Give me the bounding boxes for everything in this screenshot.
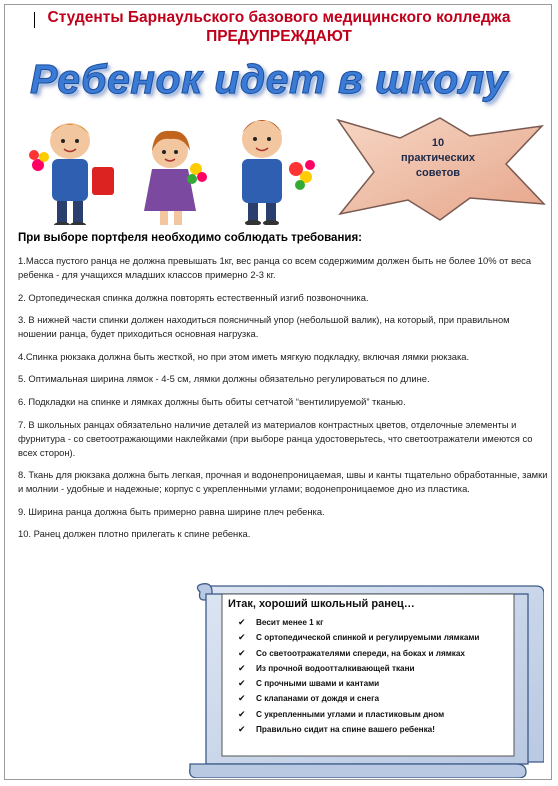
requirement-item: 8. Ткань для рюкзака должна быть легкая, прочная и водонепроницаемая, швы и канты тщательно обработанные, замки и молнии - удобные и надежные; корпус с укрепленными углами; водонепроницаемое дно из пластика. <box>18 469 548 495</box>
requirement-item: 3. В нижней части спинки должен находиться поясничный упор (небольшой валик), на который, при правильном ношении ранца, будет приходиться основная нагрузка. <box>18 314 510 340</box>
summary-item <box>238 676 528 691</box>
summary-item-text: Правильно сидит на спине вашего ребенка! <box>256 725 435 735</box>
check-icon: ✔ <box>238 678 246 689</box>
requirements-section <box>18 232 548 550</box>
summary-item <box>238 615 528 630</box>
check-icon: ✔ <box>238 632 246 643</box>
summary-item-text: Из прочной водоотталкивающей ткани <box>256 663 415 673</box>
check-icon: ✔ <box>238 662 246 673</box>
summary-item-text: Со светоотражателями спереди, на боках и лямках <box>256 648 465 658</box>
requirement-item: 4.Спинка рюкзака должна быть жесткой, но при этом иметь мягкую подкладку, включая лямки рюкзака. <box>18 350 470 362</box>
summary-item-text: С ортопедической спинкой и регулируемыми лямками <box>256 633 480 643</box>
requirements-title: При выборе портфеля необходимо соблюдать требования: <box>18 232 362 244</box>
badge-line-2: практических <box>401 152 475 164</box>
requirement-item: 1.Масса пустого ранца не должна превышать 1кг, вес ранца со всем содержимим должен быть не более 10% от веса ребенка - для учащихся младших классов примерно 2-3 кг. <box>18 255 532 280</box>
requirement-item: 5. Оптимальная ширина лямок - 4-5 см, лямки должны обязательно регулироваться по длине. <box>18 373 430 385</box>
check-icon: ✔ <box>238 724 246 735</box>
summary-item-text: С прочными швами и кантами <box>256 679 380 689</box>
summary-panel <box>228 598 528 737</box>
check-icon: ✔ <box>238 617 246 627</box>
children-illustration <box>20 105 325 225</box>
summary-item <box>238 661 528 676</box>
summary-item <box>238 630 528 645</box>
summary-title: Итак, хороший школьный ранец… <box>228 598 415 610</box>
badge-line-3: советов <box>415 167 461 179</box>
summary-item <box>238 646 528 661</box>
check-icon: ✔ <box>238 647 246 658</box>
requirement-item: 2. Ортопедическая спинка должна повторять естественный изгиб позвоночника. <box>18 291 369 303</box>
requirement-item: 6. Подкладки на спинке и лямках должны быть обиты сетчатой “вентилируемой” тканью. <box>18 395 406 407</box>
child-1 <box>29 123 114 225</box>
child-3 <box>242 120 315 225</box>
summary-item <box>238 691 528 706</box>
summary-item-text: Весит менее 1 кг <box>256 618 324 627</box>
check-icon: ✔ <box>238 708 246 719</box>
child-2 <box>144 131 207 225</box>
check-icon: ✔ <box>238 693 246 704</box>
requirement-item: 7. В школьных ранцах обязательно наличие деталей из материалов контрастных цветов, отделочные элементы и фурнитура - со светоотражающими наклейками (при выборе ранца удостоверьтесь, что светоотражатели имеются со всех сторон). <box>18 418 533 458</box>
summary-item <box>238 707 528 722</box>
header-line-2: ПРЕДУПРЕЖДАЮТ <box>206 28 352 45</box>
requirement-item: 9. Ширина ранца должна быть примерно равна ширине плеч ребенка. <box>18 505 325 517</box>
summary-item-text: С клапанами от дождя и снега <box>256 694 380 704</box>
badge-line-1: 10 <box>431 137 445 149</box>
header-line-1: Студенты Барнаульского базового медицинского колледжа <box>47 9 511 26</box>
badge-text <box>386 136 490 181</box>
header <box>0 8 558 46</box>
summary-item <box>238 722 528 737</box>
summary-item-text: С укрепленными углами и пластиковым дном <box>256 709 445 719</box>
summary-list <box>228 615 528 737</box>
requirement-item: 10. Ранец должен плотно прилегать к спине ребенка. <box>18 528 251 540</box>
page-title: Ребенок идет в школу <box>30 56 508 102</box>
